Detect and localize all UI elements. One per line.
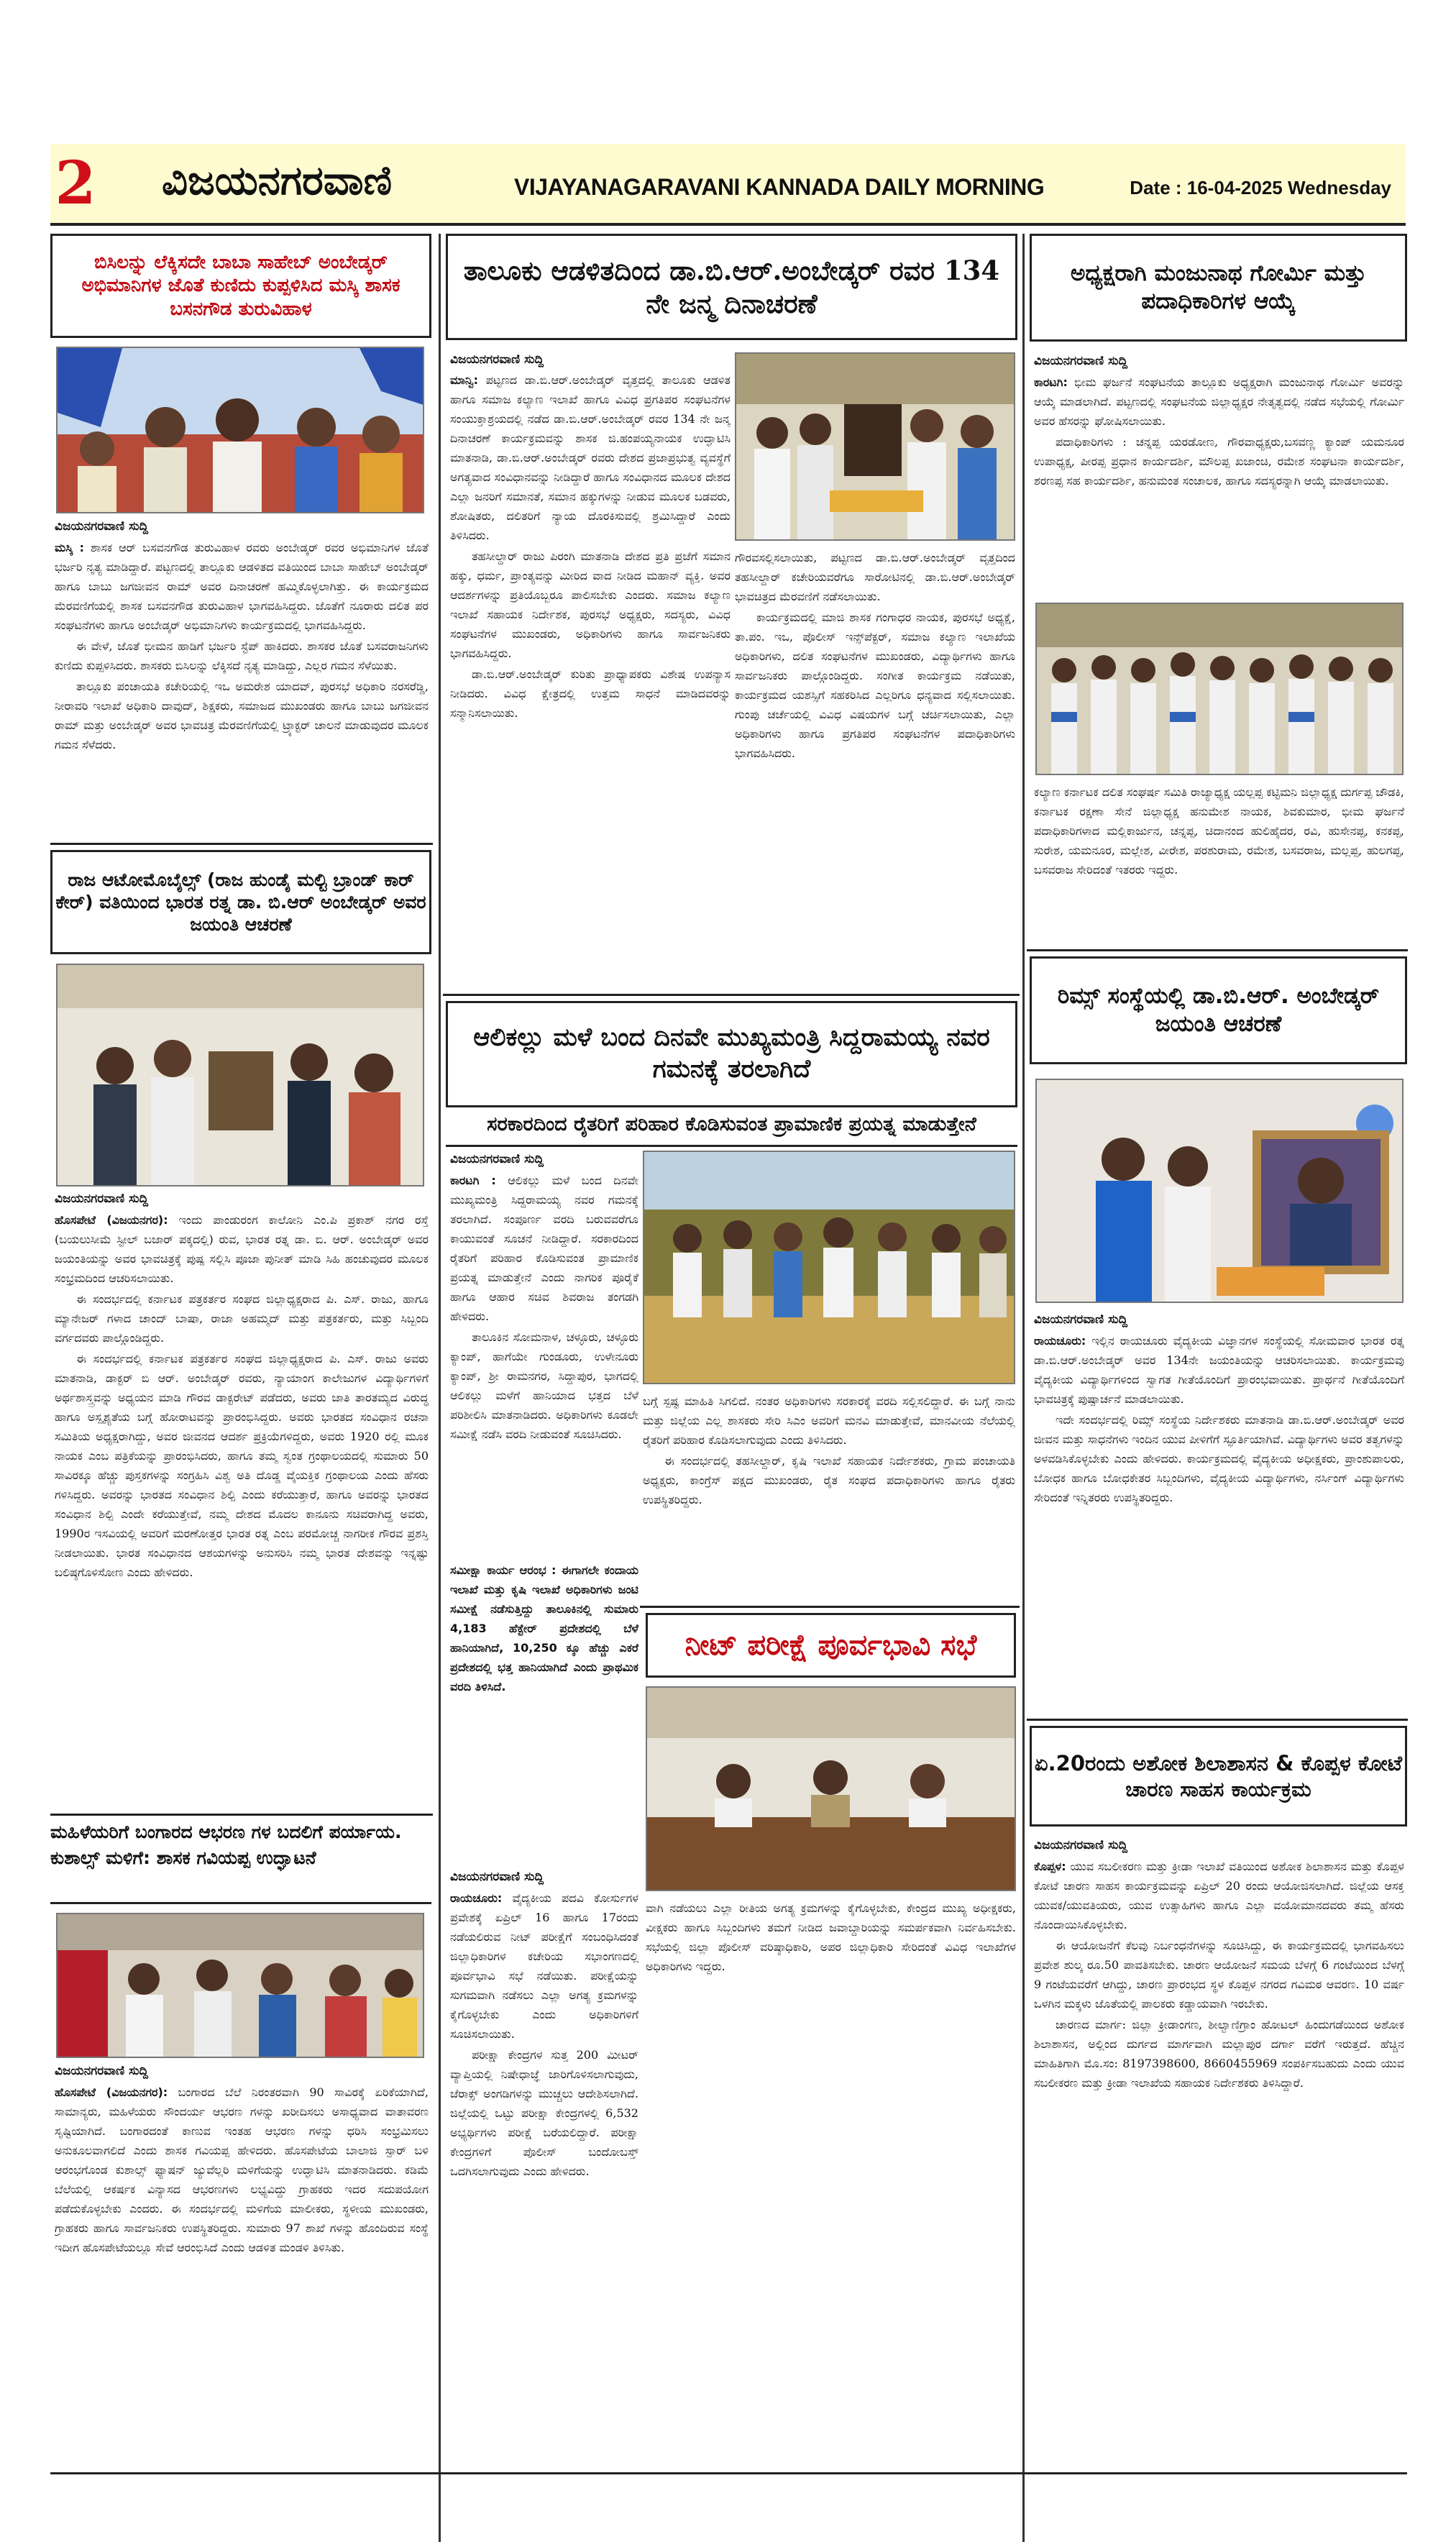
dateline: ಮಸ್ಕಿ : [55,541,85,554]
byline: ವಿಜಯನಗರವಾಣಿ ಸುದ್ದಿ [1034,354,1128,368]
page-bottom-rule [50,2472,1407,2474]
article-body: ಕಾರಟಗಿ : ಆಲಿಕಲ್ಲು ಮಳೆ ಬಂದ ದಿನವೇ ಮುಖ್ಯಮಂತ್ರಿ ಸಿದ್ದರಾಮಯ್ಯ ನವರ ಗಮನಕ್ಕೆ ತರಲಾಗಿದೆ. ಸಂಪೂರ್ಣ ವರದಿ ಬರುವವರೆಗೂ ಕಾಯುವಂತೆ ಸೂಚನೆ ನೀಡಿದ್ದಾರೆ. ಸರಕಾರದಿಂದ ರೈತರಿಗೆ ಪರಿಹಾರ ಕೊಡಿಸುವಂತ ಪ್ರಾಮಾಣಿಕ ಪ್ರಯತ್ನ ಮಾಡುತ್ತೇನೆ ಎಂದು ನಾಗರಿಕ ಪೂರೈಕೆ ಹಾಗೂ ಆಹಾರ ಸಚಿವ ಶಿವರಾಜ ತಂಗಡಗಿ ಹೇಳಿದರು. ತಾಲೂಕಿನ ಸೋಮನಾಳ, ಚಳ್ಳೂರು, ಚಳ್ಳೂರು ಕ್ಯಾಂಪ್, ಹಾಗೆಯೇ ಗುಂಡೂರು, ಉಳೇನೂರು ಕ್ಯಾಂಪ್, ಶ್ರೀ ರಾಮನಗರ, ಸಿದ್ದಾಪುರ, ಭಾಗದಲ್ಲಿ ಆಲಿಕಲ್ಲು ಮಳೆಗೆ ಹಾನಿಯಾದ ಭತ್ತದ ಬೆಳೆ ಪರಿಶೀಲಿಸಿ ಮಾತನಾಡಿದರು. ಅಧಿಕಾರಿಗಳು ಕೂಡಲೇ ಸಮೀಕ್ಷೆ ನಡೆಸಿ ವರದಿ ನೀಡುವಂತೆ ಸೂಚಿಸಿದರು. [450,1174,638,1441]
article-body-continued: ಸಮೀಕ್ಷಾ ಕಾರ್ಯ ಆರಂಭ : ಈಗಾಗಲೇ ಕಂದಾಯ ಇಲಾಖೆ ಮತ್ತು ಕೃಷಿ ಇಲಾಖೆ ಅಧಿಕಾರಿಗಳು ಜಂಟಿ ಸಮೀಕ್ಷೆ ನಡೆಸುತ್ತಿದ್ದು ತಾಲೂಕಿನಲ್ಲಿ ಸುಮಾರು 4,183 ಹೆಕ್ಟೇರ್ ಪ್ರದೇಶದಲ್ಲಿ ಬೆಳೆ ಹಾನಿಯಾಗಿದೆ, 10,250 ಕ್ಕೂ ಹೆಚ್ಚು ಎಕರೆ ಪ್ರದೇಶದಲ್ಲಿ ಭತ್ತ ಹಾನಿಯಾಗಿದೆ ಎಂದು ಪ್ರಾಥಮಿಕ ವರದಿ ತಿಳಿಸಿದೆ. [450,1563,638,1693]
article-body: ರಾಯಚೂರು: ವೈದ್ಯಕೀಯ ಪದವಿ ಕೋರ್ಸುಗಳ ಪ್ರವೇಶಕ್ಕೆ ಏಪ್ರಿಲ್ 16 ಹಾಗೂ 17ರಂದು ನಡೆಯಲಿರುವ ನೀಟ್ ಪರೀಕ್ಷೆಗೆ ಸಂಬಂಧಿಸಿದಂತೆ ಜಿಲ್ಲಾಧಿಕಾರಿಗಳ ಕಚೇರಿಯ ಸಭಾಂಗಣದಲ್ಲಿ ಪೂರ್ವಭಾವಿ ಸಭೆ ನಡೆಯಿತು. ಪರೀಕ್ಷೆಯನ್ನು ಸುಗಮವಾಗಿ ನಡೆಸಲು ಎಲ್ಲಾ ಅಗತ್ಯ ಕ್ರಮಗಳನ್ನು ಕೈಗೊಳ್ಳಬೇಕು ಎಂದು ಅಧಿಕಾರಿಗಳಿಗೆ ಸೂಚಿಸಲಾಯಿತು. ಪರೀಕ್ಷಾ ಕೇಂದ್ರಗಳ ಸುತ್ತ 200 ಮೀಟರ್ ವ್ಯಾಪ್ತಿಯಲ್ಲಿ ನಿಷೇಧಾಜ್ಞೆ ಜಾರಿಗೊಳಿಸಲಾಗುವುದು, ಜೆರಾಕ್ಸ್ ಅಂಗಡಿಗಳನ್ನು ಮುಚ್ಚಲು ಆದೇಶಿಸಲಾಗಿದೆ. ಜಿಲ್ಲೆಯಲ್ಲಿ ಒಟ್ಟು ಪರೀಕ್ಷಾ ಕೇಂದ್ರಗಳಲ್ಲಿ 6,532 ಅಭ್ಯರ್ಥಿಗಳು ಪರೀಕ್ಷೆ ಬರೆಯಲಿದ್ದಾರೆ. ಪರೀಕ್ಷಾ ಕೇಂದ್ರಗಳಿಗೆ ಪೊಲೀಸ್ ಬಂದೋಬಸ್ತ್ ಒದಗಿಸಲಾಗುವುದು ಎಂದು ಹೇಳಿದರು. [450,1891,638,2178]
masthead-date: Date : 16-04-2025 Wednesday [1130,177,1391,198]
article-headline: ಬಿಸಿಲನ್ನು ಲೆಕ್ಕಿಸದೇ ಬಾಬಾ ಸಾಹೇಬ್ ಅಂಬೇಡ್ಕರ್ ಅಭಿಮಾನಿಗಳ ಜೊತೆ ಕುಣಿದು ಕುಪ್ಪಳಿಸಿದ ಮಸ್ಕಿ ಶಾಸಕ ಬಸನಗೌಡ ತುರುವಿಹಾಳ [50,234,431,338]
article-headline: ಅಧ್ಯಕ್ಷರಾಗಿ ಮಂಜುನಾಥ ಗೋರ್ಮಿ ಮತ್ತು ಪದಾಧಿಕಾರಿಗಳ ಆಯ್ಕೆ [1030,234,1407,342]
article-divider [1027,949,1408,951]
dateline: ಕೊಪ್ಪಳ: [1034,1860,1066,1873]
article-body-continued: ಬಗ್ಗೆ ಸ್ಪಷ್ಟ ಮಾಹಿತಿ ಸಿಗಲಿದೆ. ನಂತರ ಅಧಿಕಾರಿಗಳು ಸರಕಾರಕ್ಕೆ ವರದಿ ಸಲ್ಲಿಸಲಿದ್ದಾರೆ. ಈ ಬಗ್ಗೆ ನಾನು ಮತ್ತು ಜಿಲ್ಲೆಯ ಎಲ್ಲ ಶಾಸಕರು ಸೇರಿ ಸಿಎಂ ಅವರಿಗೆ ಮನವಿ ಮಾಡುತ್ತೇವೆ, ಮಾನವೀಯ ನೆಲೆಯಲ್ಲಿ ರೈತರಿಗೆ ಪರಿಹಾರ ಕೊಡಿಸಲಾಗುವುದು ಎಂದು ತಿಳಿಸಿದರು. ಈ ಸಂದರ್ಭದಲ್ಲಿ ತಹಸೀಲ್ದಾರ್, ಕೃಷಿ ಇಲಾಖೆ ಸಹಾಯಕ ನಿರ್ದೇಶಕರು, ಗ್ರಾಮ ಪಂಚಾಯತಿ ಅಧ್ಯಕ್ಷರು, ಕಾಂಗ್ರೆಸ್ ಪಕ್ಷದ ಮುಖಂಡರು, ರೈತ ಸಂಘದ ಪದಾಧಿಕಾರಿಗಳು ಹಾಗೂ ರೈತರು ಉಪಸ್ಥಿತರಿದ್ದರು. [643,1394,1015,1507]
dateline: ಹೊಸಪೇಟೆ (ವಿಜಯನಗರ): [55,2085,168,2099]
article-divider [50,843,433,845]
article-headline: ತಾಲೂಕು ಆಡಳಿತದಿಂದ ಡಾ.ಬಿ.ಆರ್.ಅಂಬೇಡ್ಕರ್ ರವರ 134 ನೇ ಜನ್ಮ ದಿನಾಚರಣೆ [446,234,1017,340]
article-body: ಮಾನ್ವಿ: ಪಟ್ಟಣದ ಡಾ.ಬಿ.ಆರ್.ಅಂಬೇಡ್ಕರ್ ವೃತ್ತದಲ್ಲಿ ತಾಲೂಕು ಆಡಳಿತ ಹಾಗೂ ಸಮಾಜ ಕಲ್ಯಾಣ ಇಲಾಖೆ ಹಾಗೂ ವಿವಿಧ ಪ್ರಗತಿಪರ ಸಂಘಟನೆಗಳ ಸಂಯುಕ್ತಾಶ್ರಯದಲ್ಲಿ ನಡೆದ ಡಾ.ಬಿ.ಆರ್.ಅಂಬೇಡ್ಕರ್ ರವರ 134 ನೇ ಜನ್ಮ ದಿನಾಚರಣೆ ಕಾರ್ಯಕ್ರಮವನ್ನು ಶಾಸಕ ಜಿ.ಹಂಪಯ್ಯನಾಯಕ ಉದ್ಘಾಟಿಸಿ ಮಾತನಾಡಿ, ಡಾ.ಬಿ.ಆರ್.ಅಂಬೇಡ್ಕರ್ ರವರು ದೇಶದ ಪ್ರಜಾಪ್ರಭುತ್ವ ವ್ಯವಸ್ಥೆಗೆ ಅಗತ್ಯವಾದ ಸಂವಿಧಾನವನ್ನು ನೀಡಿದ್ದಾರೆ ಹಾಗೂ ಸಂವಿಧಾನದ ಮೂಲಕ ದೇಶದ ಎಲ್ಲಾ ಜನರಿಗೆ ಸಮಾನತೆ, ಸಮಾನ ಹಕ್ಕುಗಳನ್ನು ನೀಡುವ ಮೂಲಕ ಬಡವರು, ಶೋಷಿತರು, ದಲಿತರಿಗೆ ನ್ಯಾಯ ದೊರಕಿಸುವಲ್ಲಿ ಶ್ರಮಿಸಿದ್ದಾರೆ ಎಂದು ತಿಳಿಸಿದರು. ತಹಸೀಲ್ದಾರ್ ರಾಜು ಪಿರಂಗಿ ಮಾತನಾಡಿ ದೇಶದ ಪ್ರತಿ ಪ್ರಜೆಗೆ ಸಮಾನ ಹಕ್ಕು, ಧರ್ಮ, ಪ್ರಾಂತ್ಯವನ್ನು ಮೀರಿದ ವಾದ ನೀಡಿದ ಮಹಾನ್ ವ್ಯಕ್ತಿ. ಅವರ ಆದರ್ಶಗಳನ್ನು ಪ್ರತಿಯೊಬ್ಬರೂ ಪಾಲಿಸಬೇಕು ಎಂದರು. ಸಮಾಜ ಕಲ್ಯಾಣ ಇಲಾಖೆ ಸಹಾಯಕ ನಿರ್ದೇಶಕ, ಪುರಸಭೆ ಅಧ್ಯಕ್ಷರು, ಸದಸ್ಯರು, ವಿವಿಧ ಸಂಘಟನೆಗಳ ಮುಖಂಡರು, ಅಧಿಕಾರಿಗಳು ಹಾಗೂ ಸಾರ್ವಜನಿಕರು ಭಾಗವಹಿಸಿದ್ದರು. ಡಾ.ಬಿ.ಆರ್.ಅಂಬೇಡ್ಕರ್ ಕುರಿತು ಪ್ರಾಧ್ಯಾಪಕರು ವಿಶೇಷ ಉಪನ್ಯಾಸ ನೀಡಿದರು. ವಿವಿಧ ಕ್ಷೇತ್ರದಲ್ಲಿ ಉತ್ತಮ ಸಾಧನೆ ಮಾಡಿದವರನ್ನು ಸನ್ಮಾನಿಸಲಾಯಿತು. [450,373,731,720]
article-body-continued: ಕಲ್ಯಾಣ ಕರ್ನಾಟಕ ದಲಿತ ಸಂಘರ್ಷ ಸಮಿತಿ ರಾಜ್ಯಾಧ್ಯಕ್ಷ ಯಲ್ಲಪ್ಪ ಕಟ್ಟಿಮನಿ ಜಿಲ್ಲಾಧ್ಯಕ್ಷ ದುರ್ಗಪ್ಪ ಚೌಡಕಿ, ಕರ್ನಾಟಕ ರಕ್ಷಣಾ ಸೇನೆ ಜಿಲ್ಲಾಧ್ಯಕ್ಷ ಹನುಮೇಶ ನಾಯಕ, ಶಿವಕುಮಾರ, ಭೀಮ ಘರ್ಜನೆ ಪದಾಧಿಕಾರಿಗಳಾದ ಮಲ್ಲಿಕಾರ್ಜುನ, ಚನ್ನಪ್ಪ, ಚಿದಾನಂದ ಹುಲಿಹೈದರ, ರವಿ, ಹುಸೇನಪ್ಪ, ಕನಕಪ್ಪ, ಸುರೇಶ, ಯಮನೂರ, ಮಲ್ಲೇಶ, ವೀರೇಶ, ಪರಶುರಾಮ, ರಮೇಶ, ಬಸವರಾಜ, ಮಲ್ಲಪ್ಪ, ಹುಲಗಪ್ಪ, ಬಸವರಾಜ ಸೇರಿದಂತೆ ಇತರರು ಇದ್ದರು. [1034,785,1404,877]
article-photo [1035,1079,1404,1303]
masthead-title-kannada: ವಿಜಯನಗರವಾಣಿ [162,157,393,204]
article-body-continued: ವಾಗಿ ನಡೆಯಲು ಎಲ್ಲಾ ರೀತಿಯ ಅಗತ್ಯ ಕ್ರಮಗಳನ್ನು ಕೈಗೊಳ್ಳಬೇಕು, ಕೇಂದ್ರದ ಮುಖ್ಯ ಅಧೀಕ್ಷಕರು, ವೀಕ್ಷಕರು ಹಾಗೂ ಸಿಬ್ಬಂದಿಗಳು ತಮಗೆ ನೀಡಿದ ಜವಾಬ್ದಾರಿಯನ್ನು ಸಮರ್ಪಕವಾಗಿ ನಿರ್ವಹಿಸಬೇಕು. ಸಭೆಯಲ್ಲಿ ಜಿಲ್ಲಾ ಪೊಲೀಸ್ ವರಿಷ್ಠಾಧಿಕಾರಿ, ಅಪರ ಜಿಲ್ಲಾಧಿಕಾರಿ ಸೇರಿದಂತೆ ವಿವಿಧ ಇಲಾಖೆಗಳ ಅಧಿಕಾರಿಗಳು ಇದ್ದರು. [646,1901,1016,1973]
article-body-continued: ಗೌರವಸಲ್ಲಿಸಲಾಯಿತು, ಪಟ್ಟಣದ ಡಾ.ಬಿ.ಆರ್.ಅಂಬೇಡ್ಕರ್ ವೃತ್ತದಿಂದ ತಹಸೀಲ್ದಾರ್ ಕಚೇರಿಯವರೆಗೂ ಸಾರೋಟಿನಲ್ಲಿ ಡಾ.ಬಿ.ಆರ್.ಅಂಬೇಡ್ಕರ್ ಭಾವಚಿತ್ರದ ಮೆರವಣಿಗೆ ನಡೆಸಲಾಯಿತು. ಕಾರ್ಯಕ್ರಮದಲ್ಲಿ ಮಾಜಿ ಶಾಸಕ ಗಂಗಾಧರ ನಾಯಕ, ಪುರಸಭೆ ಅಧ್ಯಕ್ಷೆ, ತಾ.ಪಂ. ಇಒ, ಪೊಲೀಸ್ ಇನ್ಸ್‌ಪೆಕ್ಟರ್, ಸಮಾಜ ಕಲ್ಯಾಣ ಇಲಾಖೆಯ ಅಧಿಕಾರಿಗಳು, ದಲಿತ ಸಂಘಟನೆಗಳ ಮುಖಂಡರು, ವಿದ್ಯಾರ್ಥಿಗಳು ಹಾಗೂ ಸಾರ್ವಜನಿಕರು ಪಾಲ್ಗೊಂಡಿದ್ದರು. ಸಂಗೀತ ಕಾರ್ಯಕ್ರಮ ನಡೆಯಿತು, ಕಾರ್ಯಕ್ರಮದ ಯಶಸ್ಸಿಗೆ ಸಹಕರಿಸಿದ ಎಲ್ಲರಿಗೂ ಧನ್ಯವಾದ ಸಲ್ಲಿಸಲಾಯಿತು. ಗುಂಪು ಚರ್ಚೆಯಲ್ಲಿ ವಿವಿಧ ವಿಷಯಗಳ ಬಗ್ಗೆ ಚರ್ಚಿಸಲಾಯಿತು, ಎಲ್ಲಾ ಅಧಿಕಾರಿಗಳು ಹಾಗೂ ಪ್ರಗತಿಪರ ಸಂಘಟನೆಗಳ ಪದಾಧಿಕಾರಿಗಳು ಭಾಗವಹಿಸಿದರು. [735,551,1015,760]
article-divider [1027,1719,1408,1721]
article-divider [50,1814,433,1816]
article-photo [646,1686,1016,1891]
byline: ವಿಜಯನಗರವಾಣಿ ಸುದ್ದಿ [450,352,544,367]
article-body: ಮಸ್ಕಿ : ಶಾಸಕ ಆರ್ ಬಸವನಗೌಡ ತುರುವಿಹಾಳ ರವರು ಅಂಬೇಡ್ಕರ್ ರವರ ಅಭಿಮಾನಿಗಳ ಜೊತೆ ಭರ್ಜರಿ ನೃತ್ಯ ಮಾಡಿದ್ದಾರೆ. ಪಟ್ಟಣದಲ್ಲಿ ತಾಲ್ಲೂಕು ಆಡಳಿತದ ವತಿಯಿಂದ ಬಾಬಾ ಸಾಹೇಬ್ ಅಂಬೇಡ್ಕರ್ ಹಾಗೂ ಬಾಬು ಜಗಜೀವನ ರಾಮ್ ಅವರ ದಿನಾಚರಣೆ ಹಮ್ಮಿಕೊಳ್ಳಲಾಗಿತ್ತು. ಈ ಕಾರ್ಯಕ್ರಮದ ಮೆರವಣಿಗೆಯಲ್ಲಿ ಶಾಸಕ ಬಸವನಗೌಡ ತುರುವಿಹಾಳ ಭಾಗವಹಿಸಿದ್ದರು. ಜೊತೆಗೆ ನೂರಾರು ದಲಿತ ಪರ ಸಂಘಟನೆಗಳು ಹಾಗೂ ಅಂಬೇಡ್ಕರ್ ಅಭಿಮಾನಿಗಳು ಕಾರ್ಯಕ್ರಮದಲ್ಲಿ ಭಾಗವಹಿಸಿದ್ದರು. ಈ ವೇಳೆ, ಜೊತೆ ಭೀಮನ ಹಾಡಿಗೆ ಭರ್ಜರಿ ಸ್ಟೆಪ್ ಹಾಕಿದರು. ಶಾಸಕರ ಜೊತೆ ಬಸವರಾಜನಿಗಳು ಕುಣಿದು ಕುಪ್ಪಳಿಸಿದರು. ಶಾಸಕರು ಬಿಸಿಲನ್ನು ಲೆಕ್ಕಿಸದೆ ನೃತ್ಯ ಮಾಡಿದ್ದು, ಎಲ್ಲರ ಗಮನ ಸೆಳೆಯಿತು. ತಾಲ್ಲೂಕು ಪಂಚಾಯತಿ ಕಚೇರಿಯಲ್ಲಿ ಇಒ ಅಮರೇಶ ಯಾದವ್, ಪುರಸಭೆ ಅಧಿಕಾರಿ ನರಸರೆಡ್ಡಿ, ನೀರಾವರಿ ಇಲಾಖೆ ಅಧಿಕಾರಿ ದಾವುದ್, ಶಿಕ್ಷಕರು, ಸಮಾಜದ ಮುಖಂಡರು ಹಾಗೂ ಬಾಬು ಜಗಜೀವನ ರಾಮ್ ಮತ್ತು ಅಂಬೇಡ್ಕರ್ ಅವರ ಭಾವಚಿತ್ರ ಮೆರವಣಿಗೆಯಲ್ಲಿ ಟ್ರ್ಯಾಕ್ಟರ್ ಚಾಲನೆ ಮಾಡುವುದರ ಮೂಲಕ ಗಮನ ಸೆಳೆದರು. [55,541,429,751]
dateline: ಕಾರಟಗಿ : [450,1174,496,1187]
article-photo [56,964,424,1187]
article-divider [443,994,1020,996]
byline: ವಿಜಯನಗರವಾಣಿ ಸುದ್ದಿ [1034,1838,1128,1852]
article-headline: ಏ.20ರಂದು ಅಶೋಕ ಶಿಲಾಶಾಸನ & ಕೊಪ್ಪಳ ಕೋಟೆ ಚಾರಣ ಸಾಹಸ ಕಾರ್ಯಕ್ರಮ [1030,1726,1407,1827]
article-body: ಹೊಸಪೇಟೆ (ವಿಜಯನಗರ): ಇಂದು ಪಾಂಡುರಂಗ ಕಾಲೋನಿ ಎಂ.ಪಿ ಪ್ರಕಾಶ್ ನಗರ ರಸ್ತೆ (ಬಯಲುಸೀಮೆ ಸ್ಟೀಲ್ ಬಜಾರ್ ಪಕ್ಕದಲ್ಲಿ) ರುವ, ಭಾರತ ರತ್ನ ಡಾ. ಬಿ. ಆರ್. ಅಂಬೇಡ್ಕರ್ ಅವರ ಜಯಂತಿಯನ್ನು ಅವರ ಭಾವಚಿತ್ರಕ್ಕೆ ಪುಷ್ಪ ಸಲ್ಲಿಸಿ ಪೂಜಾ ಪುನೀತ್ ಮಾಡಿ ಸಿಹಿ ಹಂಚುವುದರ ಮೂಲಕ ಸಂಭ್ರಮದಿಂದ ಆಚರಿಸಲಾಯಿತು. ಈ ಸಂದರ್ಭದಲ್ಲಿ ಕರ್ನಾಟಕ ಪತ್ರಕರ್ತರ ಸಂಘದ ಜಿಲ್ಲಾಧ್ಯಕ್ಷರಾದ ಪಿ. ಎಸ್. ರಾಜು, ಹಾಗೂ ಮ್ಯಾನೇಜರ್ ಗಳಾದ ಚಾಂದ್ ಬಾಷಾ, ರಾಜಾ ಅಹಮ್ಮದ್ ಮತ್ತು ಪತ್ರಕರ್ತರು, ಮತ್ತು ಸಿಬ್ಬಂದಿ ವರ್ಗದವರು ಪಾಲ್ಗೊಂಡಿದ್ದರು. ಈ ಸಂದರ್ಭದಲ್ಲಿ ಕರ್ನಾಟಕ ಪತ್ರಕರ್ತರ ಸಂಘದ ಜಿಲ್ಲಾಧ್ಯಕ್ಷರಾದ ಪಿ. ಎಸ್. ರಾಜು ಅವರು ಮಾತನಾಡಿ, ಡಾಕ್ಟರ್ ಬಿ ಆರ್. ಅಂಬೇಡ್ಕರ್ ರವರು, ನ್ಯಾಯಾಂಗ ಕಾಲೇಜುಗಳ ವಿದ್ಯಾರ್ಥಿಗಳಿಗೆ ಅರ್ಥಶಾಸ್ತ್ರವನ್ನು ಅಧ್ಯಯನ ಮಾಡಿ ಗೌರವ ಡಾಕ್ಟರೇಟ್ ಪಡೆದರು, ಅವರು ಜಾತಿ ತಾರತಮ್ಯದ ವಿರುದ್ಧ ಹಾಗೂ ಅಸ್ಪೃಶ್ಯತೆಯ ಬಗ್ಗೆ ಹೋರಾಟವನ್ನು ಪ್ರಾರಂಭಿಸಿದ್ದರು. ಅವರು ಭಾರತದ ಸಂವಿಧಾನ ರಚನಾ ಸಮಿತಿಯ ಅಧ್ಯಕ್ಷರಾಗಿದ್ದು, ಅವರ ಜೀವನದ ಆದರ್ಶ ಪ್ರಕ್ರಿಯೆಗಳಿದ್ದರು, ಅವರು 1920 ರಲ್ಲಿ ಮೂಕ ನಾಯಕ ಎಂಬ ಪತ್ರಿಕೆಯನ್ನು ಪ್ರಾರಂಭಿಸಿದರು, ಹಾಗೂ ತಮ್ಮ ಸ್ವಂತ ಗ್ರಂಥಾಲಯದಲ್ಲಿ ಸುಮಾರು 50 ಸಾವಿರಕ್ಕೂ ಹೆಚ್ಚು ಪುಸ್ತಕಗಳನ್ನು ಸಂಗ್ರಹಿಸಿ ವಿಶ್ವ ಅತಿ ದೊಡ್ಡ ವೈಯಕ್ತಿಕ ಗ್ರಂಥಾಲಯ ಎಂದು ಹೆಸರು ಗಳಿಸಿದ್ದರು. ಅವರನ್ನು ಭಾರತದ ಸಂವಿಧಾನ ಶಿಲ್ಪಿ ಎಂದು ಕರೆಯುತ್ತಾರೆ, ಹಾಗೂ ಅವರನ್ನು ಭಾರತದ ಸಂವಿಧಾನ ಶಿಲ್ಪಿ ಎಂದೇ ಕರೆಯುತ್ತೇವೆ, ನಮ್ಮ ದೇಶದ ಮೊದಲ ಕಾನೂನು ಸಚಿವರಾಗಿದ್ದ ಅವರು, 1990ರ ಇಸವಿಯಲ್ಲಿ ಅವರಿಗೆ ಮರಣೋತ್ತರ ಭಾರತ ರತ್ನ ಎಂಬ ಪರಮೋಚ್ಚ ನಾಗರೀಕ ಗೌರವ ಪ್ರಶಸ್ತಿ ನೀಡಲಾಯಿತು. ಭಾರತ ಸಂವಿಧಾನದ ಆಶಯಗಳನ್ನು ಅನುಸರಿಸಿ ನಮ್ಮ ಭಾರತ ದೇಶವನ್ನು ಇನ್ನಷ್ಟು ಬಲಿಷ್ಠಗೊಳಿಸೋಣ ಎಂದು ಹೇಳಿದರು. [55,1213,429,1579]
article-subhead: ಸರಕಾರದಿಂದ ರೈತರಿಗೆ ಪರಿಹಾರ ಕೊಡಿಸುವಂತ ಪ್ರಾಮಾಣಿಕ ಪ್ರಯತ್ನ ಮಾಡುತ್ತೇನೆ [446,1113,1017,1147]
byline: ವಿಜಯನಗರವಾಣಿ ಸುದ್ದಿ [55,1192,149,1206]
column-divider [439,234,441,2542]
dateline: ರಾಯಚೂರು: [450,1891,503,1905]
article-photo [643,1151,1015,1384]
byline: ವಿಜಯನಗರವಾಣಿ ಸುದ್ದಿ [1034,1312,1128,1327]
article-photo [56,347,424,513]
article-body: ರಾಯಚೂರು: ಇಲ್ಲಿನ ರಾಯಚೂರು ವೈದ್ಯಕೀಯ ವಿಜ್ಞಾನಗಳ ಸಂಸ್ಥೆಯಲ್ಲಿ ಸೋಮವಾರ ಭಾರತ ರತ್ನ ಡಾ.ಬಿ.ಆರ್.ಅಂಬೇಡ್ಕರ್ ಅವರ 134ನೇ ಜಯಂತಿಯನ್ನು ಆಚರಿಸಲಾಯಿತು. ಕಾರ್ಯಕ್ರಮವು ವೈದ್ಯಕೀಯ ವಿದ್ಯಾರ್ಥಿಗಳಿಂದ ಸ್ವಾಗತ ಗೀತೆಯೊಂದಿಗೆ ಪ್ರಾರಂಭವಾಯಿತು. ಪ್ರಾರ್ಥನೆ ಗೀತೆಯೊಂದಿಗೆ ಭಾವಚಿತ್ರಕ್ಕೆ ಪುಷ್ಪಾರ್ಚನೆ ಮಾಡಲಾಯಿತು. ಇದೇ ಸಂದರ್ಭದಲ್ಲಿ ರಿಮ್ಸ್ ಸಂಸ್ಥೆಯ ನಿರ್ದೇಶಕರು ಮಾತನಾಡಿ ಡಾ.ಬಿ.ಆರ್.ಅಂಬೇಡ್ಕರ್ ಅವರ ಜೀವನ ಮತ್ತು ಸಾಧನೆಗಳು ಇಂದಿನ ಯುವ ಪೀಳಿಗೆಗೆ ಸ್ಫೂರ್ತಿಯಾಗಿವೆ. ವಿದ್ಯಾರ್ಥಿಗಳು ಅವರ ತತ್ವಗಳನ್ನು ಅಳವಡಿಸಿಕೊಳ್ಳಬೇಕು ಎಂದು ಹೇಳಿದರು. ಕಾರ್ಯಕ್ರಮದಲ್ಲಿ ವೈದ್ಯಕೀಯ ಅಧೀಕ್ಷಕರು, ಪ್ರಾಂಶುಪಾಲರು, ಬೋಧಕ ಹಾಗೂ ಬೋಧಕೇತರ ಸಿಬ್ಬಂದಿಗಳು, ವೈದ್ಯಕೀಯ ವಿದ್ಯಾರ್ಥಿಗಳು, ನರ್ಸಿಂಗ್ ವಿದ್ಯಾರ್ಥಿಗಳು ಸೇರಿದಂತೆ ಇನ್ನಿತರರು ಉಪಸ್ಥಿತರಿದ್ದರು. [1034,1334,1404,1504]
article-body: ಕೊಪ್ಪಳ: ಯುವ ಸಬಲೀಕರಣ ಮತ್ತು ಕ್ರೀಡಾ ಇಲಾಖೆ ವತಿಯಿಂದ ಅಶೋಕ ಶಿಲಾಶಾಸನ ಮತ್ತು ಕೊಪ್ಪಳ ಕೋಟೆ ಚಾರಣ ಸಾಹಸ ಕಾರ್ಯಕ್ರಮವನ್ನು ಏಪ್ರಿಲ್ 20 ರಂದು ಆಯೋಜಿಸಲಾಗಿದೆ. ಜಿಲ್ಲೆಯ ಆಸಕ್ತ ಯುವಕ/ಯುವತಿಯರು, ಯುವ ಉತ್ಸಾಹಿಗಳು ಹಾಗೂ ಎಲ್ಲಾ ವಯೋಮಾನದವರು ತಮ್ಮ ಹೆಸರು ನೊಂದಾಯಿಸಿಕೊಳ್ಳಬೇಕು. ಈ ಆಯೋಜನೆಗೆ ಕೆಲವು ನಿರ್ಬಂಧನೆಗಳನ್ನು ಸೂಚಿಸಿದ್ದು, ಈ ಕಾರ್ಯಕ್ರಮದಲ್ಲಿ ಭಾಗವಹಿಸಲು ಪ್ರವೇಶ ಶುಲ್ಕ ರೂ.50 ಪಾವತಿಸಬೇಕು. ಚಾರಣ ಆಯೋಜನೆ ಸಮಯ ಬೆಳಗ್ಗೆ 6 ಗಂಟೆಯಿಂದ ಬೆಳಗ್ಗೆ 9 ಗಂಟೆಯವರೆಗೆ ಆಗಿದ್ದು, ಚಾರಣ ಪ್ರಾರಂಭದ ಸ್ಥಳ ಕೊಪ್ಪಳ ನಗರದ ಗವಿಮಠ ಆವರಣ. 10 ವರ್ಷ ಒಳಗಿನ ಮಕ್ಕಳು ಜೊತೆಯಲ್ಲಿ ಪಾಲಕರು ಕಡ್ಡಾಯವಾಗಿ ಇರಬೇಕು. ಚಾರಣದ ಮಾರ್ಗ: ಜಿಲ್ಲಾ ಕ್ರೀಡಾಂಗಣ, ಶೀಲ್ವಾಣಿಗ್ರಾಂ ಹೋಟಲ್ ಹಿಂದುಗಡೆಯಿಂದ ಅಶೋಕ ಶಿಲಾಶಾಸನ, ಅಲ್ಲಿಂದ ದುರ್ಗದ ಮಾರ್ಗವಾಗಿ ಮಲ್ಲಾಪುರ ದರ್ಗಾ ವರೆಗೆ ಇರುತ್ತದೆ. ಹೆಚ್ಚಿನ ಮಾಹಿತಿಗಾಗಿ ಮೊ.ಸಂ: 8197398600, 8660455969 ಸಂಪರ್ಕಿಸಬಹುದು ಎಂದು ಯುವ ಸಬಲೀಕರಣ ಮತ್ತು ಕ್ರೀಡಾ ಇಲಾಖೆಯ ಸಹಾಯಕ ನಿರ್ದೇಶಕರು ತಿಳಿಸಿದ್ದಾರೆ. [1034,1860,1404,2090]
page-number: 2 [55,149,96,218]
article-body: ಹೊಸಪೇಟೆ (ವಿಜಯನಗರ): ಬಂಗಾರದ ಬೆಲೆ ನಿರಂತರವಾಗಿ 90 ಸಾವಿರಕ್ಕೆ ಏರಿಕೆಯಾಗಿದೆ, ಸಾಮಾನ್ಯರು, ಮಹಿಳೆಯರು ಸೌಂದರ್ಯ ಆಭರಣ ಗಳನ್ನು ಖರೀದಿಸಲು ಅಸಾಧ್ಯವಾದ ವಾತಾವರಣ ಸೃಷ್ಟಿಯಾಗಿದೆ. ಬಂಗಾರದಂತೆ ಕಾಣುವ ಇಂತಹ ಆಭರಣ ಗಳನ್ನು ಧರಿಸಿ ಸಂಭ್ರಮಿಸಲು ಅನುಕೂಲವಾಗಲಿದೆ ಎಂದು ಶಾಸಕ ಗವಿಯಪ್ಪ ಹೇಳಿದರು. ಹೊಸಪೇಟೆಯ ಬಾಲಾಜಿ ಸ್ಪಾರ್ ಬಳಿ ಆರಂಭಗೊಂಡ ಕುಶಾಲ್ಸ್ ಫ್ಯಾಷನ್ ಜ್ಯುವೆಲ್ಲರಿ ಮಳಿಗೆಯನ್ನು ಉದ್ಘಾಟಿಸಿ ಮಾತನಾಡಿದರು. ಕಡಿಮೆ ಬೆಲೆಯಲ್ಲಿ ಆಕರ್ಷಕ ವಿನ್ಯಾಸದ ಆಭರಣಗಳು ಲಭ್ಯವಿದ್ದು ಗ್ರಾಹಕರು ಇದರ ಸದುಪಯೋಗ ಪಡೆದುಕೊಳ್ಳಬೇಕು ಎಂದರು. ಈ ಸಂದರ್ಭದಲ್ಲಿ ಮಳಿಗೆಯ ಮಾಲೀಕರು, ಸ್ಥಳೀಯ ಮುಖಂಡರು, ಗ್ರಾಹಕರು ಹಾಗೂ ಸಾರ್ವಜನಿಕರು ಉಪಸ್ಥಿತರಿದ್ದರು. ಸುಮಾರು 97 ಶಾಖೆ ಗಳನ್ನು ಹೊಂದಿರುವ ಸಂಸ್ಥೆ ಇದೀಗ ಹೊಸಪೇಟೆಯಲ್ಲೂ ಸೇವೆ ಆರಂಭಿಸಿದೆ ಎಂದು ಆಡಳಿತ ಮಂಡಳಿ ತಿಳಿಸಿತು. [55,2085,429,2254]
article-body: ಕಾರಟಗಿ: ಭೀಮ ಘರ್ಜನೆ ಸಂಘಟನೆಯ ತಾಲ್ಲೂಕು ಅಧ್ಯಕ್ಷರಾಗಿ ಮಂಜುನಾಥ ಗೋರ್ಮಿ ಅವರನ್ನು ಆಯ್ಕೆ ಮಾಡಲಾಗಿದೆ. ಪಟ್ಟಣದಲ್ಲಿ ಸಂಘಟನೆಯ ಜಿಲ್ಲಾಧ್ಯಕ್ಷರ ನೇತೃತ್ವದಲ್ಲಿ ನಡೆದ ಸಭೆಯಲ್ಲಿ ಗೋರ್ಮಿ ಅವರ ಹೆಸರನ್ನು ಘೋಷಿಸಲಾಯಿತು. ಪದಾಧಿಕಾರಿಗಳು : ಚನ್ನಪ್ಪ ಯರಡೋಣ, ಗೌರವಾಧ್ಯಕ್ಷರು,ಬಸವಣ್ಣ ಕ್ಯಾಂಪ್ ಯಮನೂರ ಉಪಾಧ್ಯಕ್ಷ, ಪೀರಪ್ಪ ಪ್ರಧಾನ ಕಾರ್ಯದರ್ಶಿ, ಮೌಲಪ್ಪ ಖಜಾಂಚಿ, ರಮೇಶ ಸಂಘಟನಾ ಕಾರ್ಯದರ್ಶಿ, ಶರಣಪ್ಪ ಸಹ ಕಾರ್ಯದರ್ಶಿ, ಹನುಮಂತ ಸಂಚಾಲಕ, ಹಾಗೂ ಸದಸ್ಯರನ್ನಾಗಿ ಆಯ್ಕೆ ಮಾಡಲಾಯಿತು. [1034,375,1404,488]
article-photo [735,352,1015,541]
column-divider [1022,234,1025,2542]
article-headline: ಆಲಿಕಲ್ಲು ಮಳೆ ಬಂದ ದಿನವೇ ಮುಖ್ಯಮಂತ್ರಿ ಸಿದ್ದರಾಮಯ್ಯ ನವರ ಗಮನಕ್ಕೆ ತರಲಾಗಿದೆ [446,1001,1017,1107]
byline: ವಿಜಯನಗರವಾಣಿ ಸುದ್ದಿ [55,2064,149,2078]
dateline: ಮಾನ್ವಿ: [450,373,479,387]
article-divider [640,1606,1020,1608]
article-photo [1035,603,1404,775]
masthead-title-english: VIJAYANAGARAVANI KANNADA DAILY MORNING [514,174,1045,200]
article-headline: ನೀಟ್ ಪರೀಕ್ಷೆ ಪೂರ್ವಭಾವಿ ಸಭೆ [646,1613,1016,1678]
byline: ವಿಜಯನಗರವಾಣಿ ಸುದ್ದಿ [450,1870,544,1884]
masthead [50,144,1406,226]
article-headline: ಮಹಿಳೆಯರಿಗೆ ಬಂಗಾರದ ಆಭರಣ ಗಳ ಬದಲಿಗೆ ಪರ್ಯಾಯ. ಕುಶಾಲ್ಸ್ ಮಳಿಗೆ: ಶಾಸಕ ಗವಿಯಪ್ಪ ಉದ್ಘಾಟನೆ [50,1819,431,1904]
dateline: ಹೊಸಪೇಟೆ (ವಿಜಯನಗರ): [55,1213,168,1227]
byline: ವಿಜಯನಗರವಾಣಿ ಸುದ್ದಿ [450,1152,544,1166]
article-photo [56,1913,424,2058]
article-headline: ರಾಜ ಆಟೋಮೊಬೈಲ್ಸ್ (ರಾಜ ಹುಂಡೈ ಮಲ್ಟಿ ಬ್ರಾಂಡ್ ಕಾರ್ ಕೇರ್) ವತಿಯಿಂದ ಭಾರತ ರತ್ನ ಡಾ. ಬಿ.ಆರ್ ಅಂಬೇಡ್ಕರ್ ಅವರ ಜಯಂತಿ ಆಚರಣೆ [50,850,431,954]
dateline: ರಾಯಚೂರು: [1034,1334,1086,1348]
dateline: ಕಾರಟಗಿ: [1034,375,1068,389]
byline: ವಿಜಯನಗರವಾಣಿ ಸುದ್ದಿ [55,519,149,534]
article-headline: ರಿಮ್ಸ್ ಸಂಸ್ಥೆಯಲ್ಲಿ ಡಾ.ಬಿ.ಆರ್. ಅಂಬೇಡ್ಕರ್ ಜಯಂತಿ ಆಚರಣೆ [1030,956,1407,1064]
